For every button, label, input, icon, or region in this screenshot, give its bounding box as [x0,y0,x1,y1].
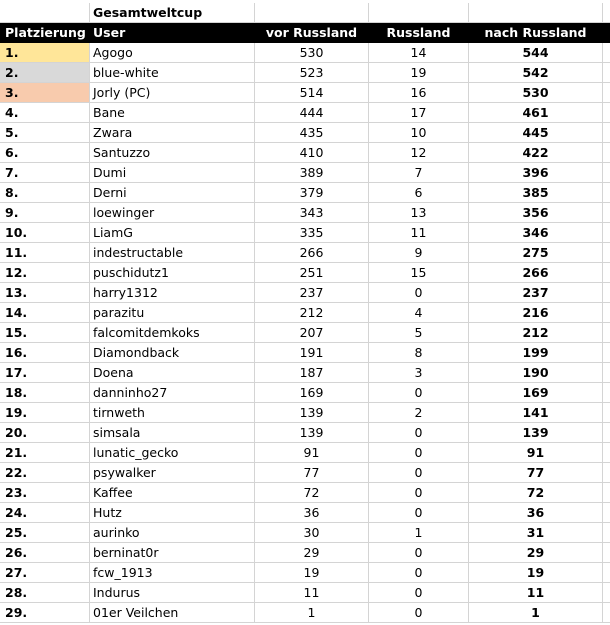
row-spacer [603,383,610,403]
vor-russland-cell[interactable]: 379 [255,183,369,203]
russland-cell[interactable]: 2 [369,403,469,423]
nach-russland-cell[interactable]: 91 [469,443,603,463]
rank-cell[interactable]: 4. [0,103,90,123]
row-spacer [603,263,610,283]
rank-cell[interactable]: 21. [0,443,90,463]
nach-russland-cell[interactable]: 11 [469,583,603,603]
table-row [0,363,610,383]
nach-russland-cell[interactable]: 141 [469,403,603,423]
vor-russland-cell[interactable]: 335 [255,223,369,243]
table-row [0,423,610,443]
table-row [0,563,610,583]
row-spacer [603,143,610,163]
table-row [0,63,610,83]
vor-russland-cell[interactable]: 187 [255,363,369,383]
row-spacer [603,423,610,443]
row-spacer [603,183,610,203]
nach-russland-cell[interactable]: 1 [469,603,603,623]
user-cell[interactable]: LiamG [90,223,255,243]
nach-russland-cell[interactable]: 544 [469,43,603,63]
user-cell[interactable]: fcw_1913 [90,563,255,583]
russland-cell[interactable]: 19 [369,63,469,83]
russland-cell[interactable]: 7 [369,163,469,183]
russland-cell[interactable]: 8 [369,343,469,363]
russland-cell[interactable]: 0 [369,503,469,523]
user-cell[interactable]: Santuzzo [90,143,255,163]
rank-cell[interactable]: 10. [0,223,90,243]
rank-cell[interactable]: 6. [0,143,90,163]
table-row [0,303,610,323]
russland-cell[interactable]: 4 [369,303,469,323]
group-title-cell[interactable]: Gesamtweltcup [90,3,255,23]
table-row [0,443,610,463]
rank-cell[interactable]: 11. [0,243,90,263]
rank-cell[interactable]: 14. [0,303,90,323]
nach-russland-cell[interactable]: 422 [469,143,603,163]
row-spacer [603,103,610,123]
rank-cell[interactable]: 29. [0,603,90,623]
nach-russland-cell[interactable]: 72 [469,483,603,503]
vor-russland-cell[interactable]: 266 [255,243,369,263]
nach-russland-cell[interactable]: 385 [469,183,603,203]
vor-russland-cell[interactable]: 91 [255,443,369,463]
nach-russland-cell[interactable]: 139 [469,423,603,443]
vor-russland-cell[interactable]: 191 [255,343,369,363]
rank-cell[interactable]: 5. [0,123,90,143]
rank-cell[interactable]: 17. [0,363,90,383]
russland-cell[interactable]: 0 [369,443,469,463]
russland-cell[interactable]: 12 [369,143,469,163]
nach-russland-cell[interactable]: 346 [469,223,603,243]
vor-russland-cell[interactable]: 29 [255,543,369,563]
nach-russland-cell[interactable]: 530 [469,83,603,103]
rank-cell[interactable]: 3. [0,83,90,103]
nach-russland-cell[interactable]: 356 [469,203,603,223]
user-cell[interactable]: loewinger [90,203,255,223]
row-spacer [603,583,610,603]
vor-russland-cell[interactable]: 1 [255,603,369,623]
vor-russland-cell[interactable]: 410 [255,143,369,163]
russland-cell[interactable]: 0 [369,283,469,303]
russland-cell[interactable]: 10 [369,123,469,143]
row-spacer [603,323,610,343]
row-spacer [603,363,610,383]
nach-russland-cell[interactable]: 190 [469,363,603,383]
table-row [0,403,610,423]
row-spacer [603,63,610,83]
russland-cell[interactable]: 6 [369,183,469,203]
rank-cell[interactable]: 7. [0,163,90,183]
user-cell[interactable]: 01er Veilchen [90,603,255,623]
user-cell[interactable]: Derni [90,183,255,203]
vor-russland-cell[interactable]: 30 [255,523,369,543]
user-cell[interactable]: aurinko [90,523,255,543]
rank-cell[interactable]: 15. [0,323,90,343]
rank-cell[interactable]: 1. [0,43,90,63]
russland-cell[interactable]: 15 [369,263,469,283]
vor-russland-cell[interactable]: 343 [255,203,369,223]
vor-russland-cell[interactable]: 523 [255,63,369,83]
cell-empty[interactable] [0,3,90,23]
vor-russland-cell[interactable]: 169 [255,383,369,403]
vor-russland-cell[interactable]: 530 [255,43,369,63]
russland-cell[interactable]: 13 [369,203,469,223]
header-platzierung[interactable]: Platzierung [0,23,90,43]
user-cell[interactable]: Diamondback [90,343,255,363]
cell-empty [603,3,610,23]
row-spacer [603,43,610,63]
rank-cell[interactable]: 9. [0,203,90,223]
nach-russland-cell[interactable]: 169 [469,383,603,403]
cell-empty[interactable] [369,3,469,23]
user-cell[interactable]: Zwara [90,123,255,143]
nach-russland-cell[interactable]: 36 [469,503,603,523]
header-user[interactable]: User [90,23,255,43]
row-spacer [603,243,610,263]
russland-cell[interactable]: 0 [369,603,469,623]
table-row [0,223,610,243]
nach-russland-cell[interactable]: 29 [469,543,603,563]
user-cell[interactable]: indestructable [90,243,255,263]
row-spacer [603,123,610,143]
table-row [0,43,610,63]
cell-empty[interactable] [255,3,369,23]
row-spacer [603,343,610,363]
user-cell[interactable]: simsala [90,423,255,443]
rank-cell[interactable]: 18. [0,383,90,403]
header-vor-russland[interactable]: vor Russland [255,23,369,43]
row-spacer [603,543,610,563]
rank-cell[interactable]: 12. [0,263,90,283]
row-spacer [603,283,610,303]
vor-russland-cell[interactable]: 77 [255,463,369,483]
vor-russland-cell[interactable]: 19 [255,563,369,583]
russland-cell[interactable]: 0 [369,563,469,583]
row-spacer [603,483,610,503]
row-spacer [603,443,610,463]
vor-russland-cell[interactable]: 36 [255,503,369,523]
table-row [0,183,610,203]
nach-russland-cell[interactable]: 266 [469,263,603,283]
russland-cell[interactable]: 11 [369,223,469,243]
nach-russland-cell[interactable]: 461 [469,103,603,123]
group-title-row [0,3,610,23]
table-row [0,543,610,563]
row-spacer [603,83,610,103]
vor-russland-cell[interactable]: 212 [255,303,369,323]
vor-russland-cell[interactable]: 435 [255,123,369,143]
cell-empty[interactable] [469,3,603,23]
vor-russland-cell[interactable]: 72 [255,483,369,503]
table-row [0,343,610,363]
russland-cell[interactable]: 14 [369,43,469,63]
nach-russland-cell[interactable]: 396 [469,163,603,183]
header-spacer [603,23,610,43]
header-row [0,23,610,43]
rank-cell[interactable]: 8. [0,183,90,203]
nach-russland-cell[interactable]: 77 [469,463,603,483]
user-cell[interactable]: Hutz [90,503,255,523]
table-row [0,523,610,543]
user-cell[interactable]: Kaffee [90,483,255,503]
vor-russland-cell[interactable]: 237 [255,283,369,303]
rank-cell[interactable]: 13. [0,283,90,303]
vor-russland-cell[interactable]: 444 [255,103,369,123]
vor-russland-cell[interactable]: 207 [255,323,369,343]
rank-cell[interactable]: 24. [0,503,90,523]
table-row [0,583,610,603]
user-cell[interactable]: Indurus [90,583,255,603]
row-spacer [603,503,610,523]
nach-russland-cell[interactable]: 31 [469,523,603,543]
table-row [0,263,610,283]
row-spacer [603,303,610,323]
row-spacer [603,603,610,623]
row-spacer [603,203,610,223]
russland-cell[interactable]: 9 [369,243,469,263]
nach-russland-cell[interactable]: 542 [469,63,603,83]
user-cell[interactable]: psywalker [90,463,255,483]
table-row [0,103,610,123]
rank-cell[interactable]: 22. [0,463,90,483]
russland-cell[interactable]: 1 [369,523,469,543]
rank-cell[interactable]: 25. [0,523,90,543]
russland-cell[interactable]: 0 [369,583,469,603]
rank-cell[interactable]: 28. [0,583,90,603]
user-cell[interactable]: danninho27 [90,383,255,403]
rank-cell[interactable]: 20. [0,423,90,443]
russland-cell[interactable]: 17 [369,103,469,123]
table-row [0,243,610,263]
nach-russland-cell[interactable]: 212 [469,323,603,343]
russland-cell[interactable]: 16 [369,83,469,103]
russland-cell[interactable]: 0 [369,483,469,503]
table-row [0,83,610,103]
rank-cell[interactable]: 27. [0,563,90,583]
table-row [0,283,610,303]
nach-russland-cell[interactable]: 275 [469,243,603,263]
vor-russland-cell[interactable]: 139 [255,403,369,423]
russland-cell[interactable]: 0 [369,543,469,563]
nach-russland-cell[interactable]: 216 [469,303,603,323]
vor-russland-cell[interactable]: 251 [255,263,369,283]
row-spacer [603,163,610,183]
user-cell[interactable]: puschidutz1 [90,263,255,283]
row-spacer [603,403,610,423]
nach-russland-cell[interactable]: 445 [469,123,603,143]
rank-cell[interactable]: 16. [0,343,90,363]
row-spacer [603,563,610,583]
user-cell[interactable]: berninat0r [90,543,255,563]
vor-russland-cell[interactable]: 11 [255,583,369,603]
table-row [0,503,610,523]
table-row [0,123,610,143]
table-row [0,163,610,183]
vor-russland-cell[interactable]: 139 [255,423,369,443]
russland-cell[interactable]: 0 [369,463,469,483]
russland-cell[interactable]: 3 [369,363,469,383]
user-cell[interactable]: harry1312 [90,283,255,303]
nach-russland-cell[interactable]: 237 [469,283,603,303]
table-row [0,203,610,223]
table-row [0,143,610,163]
rank-cell[interactable]: 19. [0,403,90,423]
user-cell[interactable]: Agogo [90,43,255,63]
rank-cell[interactable]: 23. [0,483,90,503]
user-cell[interactable]: blue-white [90,63,255,83]
row-spacer [603,523,610,543]
table-row [0,383,610,403]
nach-russland-cell[interactable]: 199 [469,343,603,363]
row-spacer [603,223,610,243]
vor-russland-cell[interactable]: 514 [255,83,369,103]
rank-cell[interactable]: 2. [0,63,90,83]
row-spacer [603,463,610,483]
table-row [0,603,610,623]
user-cell[interactable]: Bane [90,103,255,123]
russland-cell[interactable]: 5 [369,323,469,343]
user-cell[interactable]: lunatic_gecko [90,443,255,463]
user-cell[interactable]: Doena [90,363,255,383]
russland-cell[interactable]: 0 [369,383,469,403]
vor-russland-cell[interactable]: 389 [255,163,369,183]
table-row [0,323,610,343]
table-row [0,463,610,483]
user-cell[interactable]: Jorly (PC) [90,83,255,103]
user-cell[interactable]: parazitu [90,303,255,323]
rank-cell[interactable]: 26. [0,543,90,563]
nach-russland-cell[interactable]: 19 [469,563,603,583]
table-row [0,483,610,503]
header-russland[interactable]: Russland [369,23,469,43]
header-nach-russland[interactable]: nach Russland [469,23,603,43]
user-cell[interactable]: Dumi [90,163,255,183]
user-cell[interactable]: tirnweth [90,403,255,423]
user-cell[interactable]: falcomitdemkoks [90,323,255,343]
russland-cell[interactable]: 0 [369,423,469,443]
